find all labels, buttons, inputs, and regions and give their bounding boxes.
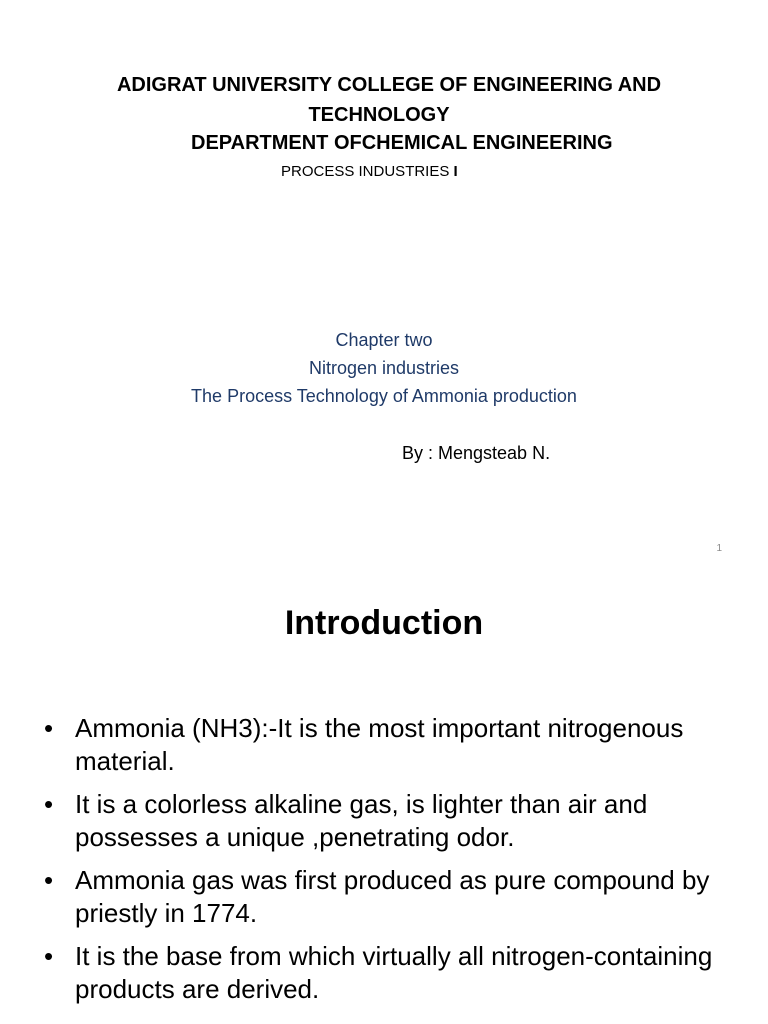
- university-title-line1: ADIGRAT UNIVERSITY COLLEGE OF ENGINEERING AND: [116, 74, 662, 96]
- bullet-list: [44, 712, 734, 1016]
- subject-label: Nitrogen industries: [308, 358, 460, 378]
- course-name: [281, 161, 458, 183]
- bullet-icon: •: [44, 789, 54, 819]
- list-item: [44, 864, 734, 930]
- bullet-icon: •: [44, 941, 54, 971]
- author-credit: By : Mengsteab N.: [402, 443, 551, 463]
- slide-number: 1: [716, 543, 722, 554]
- introduction-slide: [0, 576, 768, 1024]
- university-title-line2: TECHNOLOGY: [308, 104, 450, 126]
- slide-title: Introduction: [284, 604, 484, 642]
- bullet-text: It is the base from which virtually all nitrogen-containing products are derived.: [75, 941, 713, 1004]
- department-name: DEPARTMENT OFCHEMICAL ENGINEERING: [191, 132, 613, 154]
- bullet-icon: •: [44, 865, 54, 895]
- chapter-label: Chapter two: [335, 330, 433, 350]
- bullet-text: Ammonia gas was first produced as pure compound by priestly in 1774.: [75, 865, 710, 928]
- topic-label: The Process Technology of Ammonia production: [191, 386, 577, 406]
- list-item: [44, 712, 734, 778]
- university-title: [0, 70, 768, 130]
- bullet-text: Ammonia (NH3):-It is the most important nitrogenous material.: [75, 713, 684, 776]
- chapter-info: [0, 326, 768, 410]
- list-item: [44, 940, 734, 1006]
- bullet-icon: •: [44, 713, 54, 743]
- course-name-prefix: PROCESS INDUSTRIES: [281, 163, 454, 180]
- course-name-suffix: I: [453, 163, 458, 180]
- bullet-text: It is a colorless alkaline gas, is lighter than air and possesses a unique ,penetrating odor.: [75, 789, 648, 852]
- list-item: [44, 788, 734, 854]
